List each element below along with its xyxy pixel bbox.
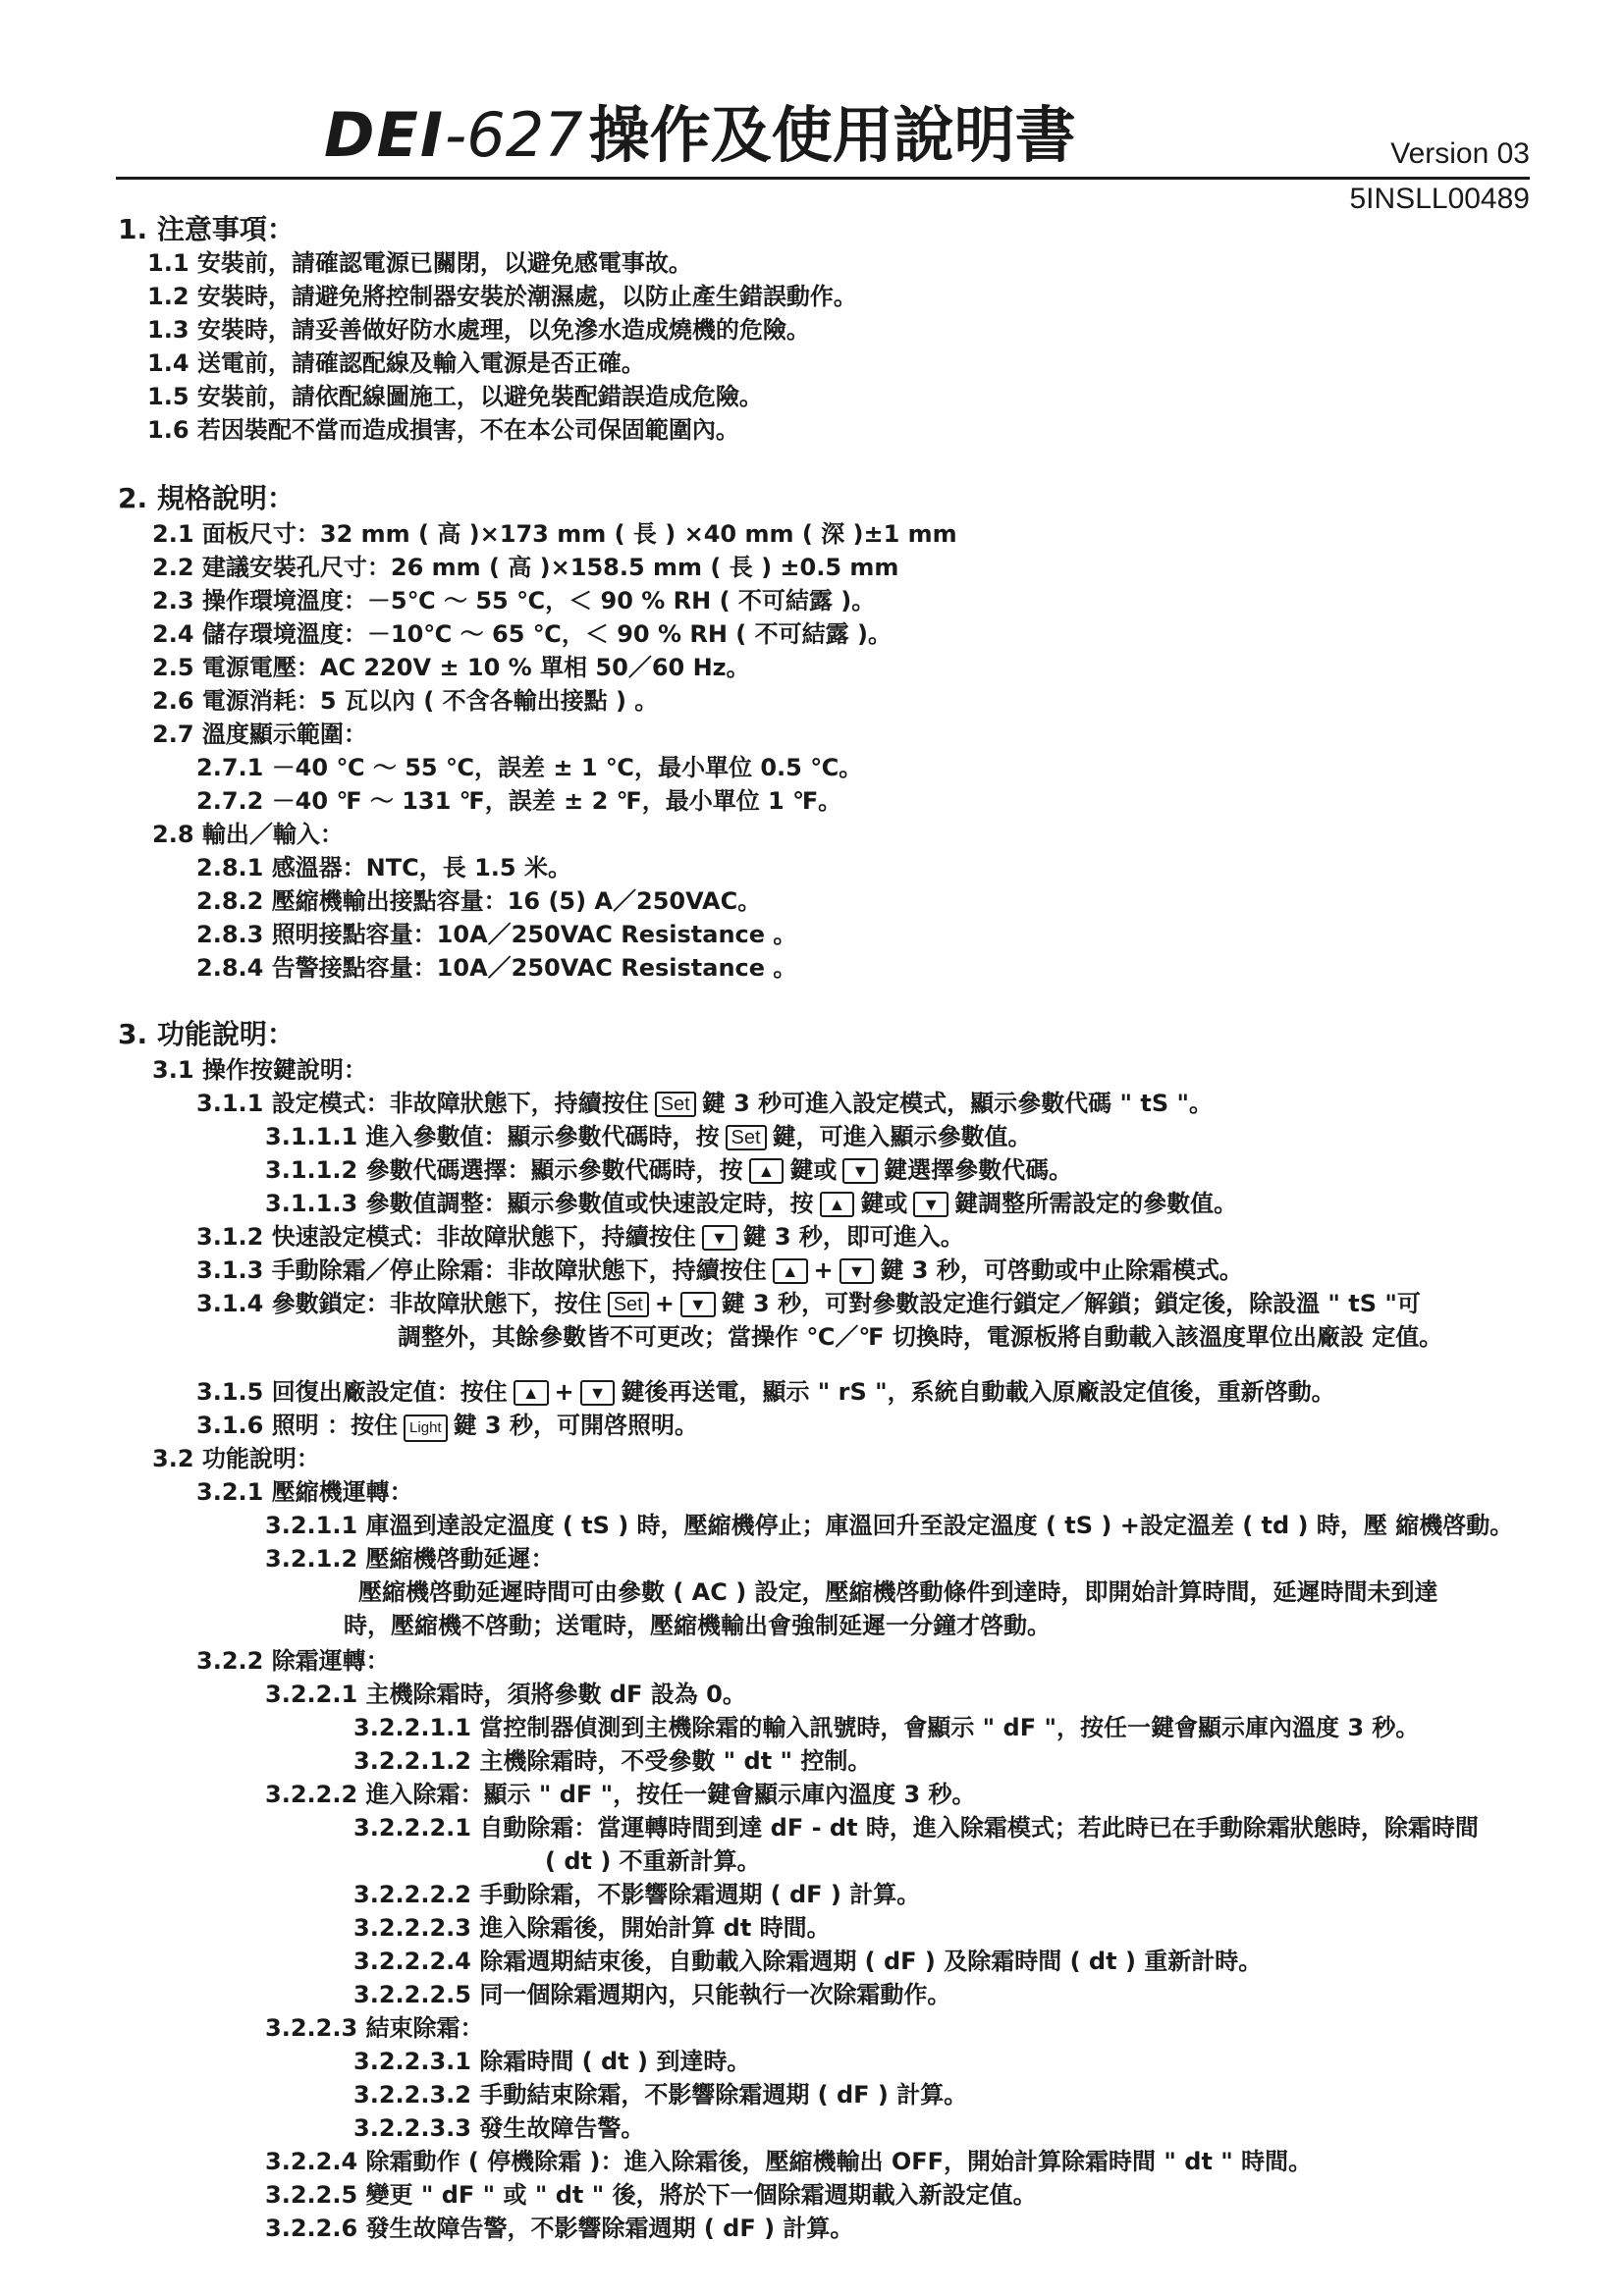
text-segment: 2.5 電源電壓：AC 220V ± 10 % 單相 50／60 Hz。 [152, 654, 750, 681]
text-segment: 調整外，其餘參數皆不可更改；當操作 ℃／℉ 切換時，電源板將自動載入該溫度單位出廠設 定值。 [398, 1323, 1443, 1351]
text-segment: 1.2 安裝時，請避免將控制器安裝於潮濕處，以防止產生錯誤動作。 [147, 283, 857, 310]
text-segment: 3. 功能說明： [118, 1018, 295, 1050]
text-line [152, 1054, 367, 1086]
text-line [147, 381, 763, 412]
text-segment: 3.2.2.1.2 主機除霜時，不受參數 " dt " 控制。 [353, 1747, 872, 1775]
text-segment: 1.4 送電前，請確認配線及輸入電源是否正確。 [147, 349, 645, 377]
section-heading [118, 483, 295, 514]
text-segment: 3.2.1.1 庫溫到達設定溫度 ( tS ) 時，壓縮機停止；庫溫回升至設定溫度 ( tS ) +設定溫差 ( td ) 時，壓 縮機啓動。 [265, 1512, 1514, 1539]
text-line [196, 1645, 390, 1677]
text-segment: 3.2.2.2.1 自動除霜：當運轉時間到達 dF - dt 時，進入除霜模式；若此時已在手動除霜狀態時，除霜時間 [353, 1814, 1479, 1842]
text-line [353, 2112, 644, 2144]
text-line [152, 1443, 320, 1474]
text-line [152, 652, 750, 683]
text-line [196, 785, 841, 817]
version-label: Version 03 [1390, 137, 1530, 170]
text-segment: 鍵或 [860, 1190, 908, 1217]
text-segment: 2.8 輸出／輸入： [152, 821, 344, 848]
text-line [265, 2012, 484, 2044]
text-segment: 壓縮機啓動延遲時間可由參數 ( AC ) 設定，壓縮機啓動條件到達時，即開始計算時間，延遲時間未到達 [358, 1578, 1438, 1606]
text-segment: 鍵或 [789, 1156, 838, 1184]
text-line [196, 1476, 413, 1508]
text-segment: ( dt ) 不重新計算。 [545, 1847, 761, 1875]
text-segment: 3.1.4 參數鎖定：非故障狀態下，按住 [196, 1290, 602, 1317]
text-segment: 3.2.1 壓縮機運轉： [196, 1478, 413, 1506]
text-line [265, 1188, 1237, 1219]
up-arrow-key-icon: ▲ [514, 1380, 549, 1406]
text-line [152, 819, 344, 850]
text-line [353, 2079, 967, 2110]
text-segment: 3.2.2.1.1 當控制器偵測到主機除霜的輸入訊號時，會顯示 " dF "，按任一鍵會顯示庫內溫度 3 秒。 [353, 1714, 1420, 1741]
text-segment: 2.8.4 告警接點容量：10A／250VAC Resistance 。 [196, 954, 797, 982]
text-line [344, 1610, 1051, 1641]
text-segment: 1. 注意事項： [118, 213, 295, 245]
text-line [353, 1946, 1262, 1977]
text-segment: 2.2 建議安裝孔尺寸：26 mm ( 高 )×158.5 mm ( 長 ) ±0.5 mm [152, 554, 899, 581]
text-line [196, 885, 761, 917]
text-segment: 3.2.2.3.3 發生故障告警。 [353, 2114, 645, 2142]
text-segment: 2.8.2 壓縮機輸出接點容量：16 (5) A／250VAC。 [196, 887, 762, 915]
text-line [147, 414, 739, 446]
text-line [152, 585, 875, 616]
text-line [265, 1121, 1032, 1152]
section-heading [118, 214, 295, 245]
text-segment: 3.2.2.6 發生故障告警，不影響除霜週期 ( dF ) 計算。 [265, 2215, 854, 2242]
text-segment: 3.1.1.3 參數值調整：顯示參數值或快速設定時，按 [265, 1190, 814, 1217]
text-line [265, 1154, 1072, 1186]
text-line [196, 1410, 698, 1442]
text-segment: 3.2.2.3.2 手動結束除霜，不影響除霜週期 ( dF ) 計算。 [353, 2081, 968, 2109]
text-line [353, 1745, 871, 1777]
down-arrow-key-icon: ▼ [842, 1158, 878, 1184]
text-line [196, 952, 796, 984]
text-line [196, 1288, 1421, 1319]
text-segment: + [554, 1378, 574, 1406]
light-key-icon: Light [404, 1415, 448, 1442]
text-line [147, 347, 645, 379]
text-segment: 時，壓縮機不啓動；送電時，壓縮機輸出會強制延遲一分鐘才啓動。 [344, 1612, 1051, 1639]
header-divider [116, 177, 1530, 180]
document-title [324, 86, 1076, 177]
text-segment: 3.1 操作按鍵說明： [152, 1056, 367, 1084]
text-segment: 鍵 3 秒，即可進入。 [742, 1223, 964, 1251]
text-segment: 3.2.2.5 變更 " dF " 或 " dt " 後，將於下一個除霜週期載入新設定值。 [265, 2181, 1037, 2209]
text-segment: 3.2.2 除霜運轉： [196, 1647, 390, 1675]
text-segment: 2.1 面板尺寸：32 mm ( 高 )×173 mm ( 長 ) ×40 mm ( 深 )±1 mm [152, 520, 957, 548]
document-number: 5INSLL00489 [1349, 183, 1530, 215]
text-line [152, 685, 658, 717]
text-segment: 2.7.2 －40 ℉ ～ 131 ℉，誤差 ± 2 ℉，最小單位 1 ℉。 [196, 787, 842, 815]
text-segment: 鍵後再送電，顯示 " rS "，系統自動載入原廠設定值後，重新啓動。 [621, 1378, 1335, 1406]
text-segment: 3.2.2.2.3 進入除霜後，開始計算 dt 時間。 [353, 1914, 831, 1942]
text-segment: 3.1.5 回復出廠設定值：按住 [196, 1378, 508, 1406]
up-arrow-key-icon: ▲ [749, 1158, 785, 1184]
title-text: 操作及使用說明書 [588, 99, 1076, 171]
down-arrow-key-icon: ▼ [913, 1192, 948, 1217]
text-segment: 3.2.2.3 結束除霜： [265, 2014, 484, 2042]
text-line [353, 2046, 750, 2077]
text-segment: 鍵，可進入顯示參數值。 [772, 1123, 1032, 1150]
text-segment: 1.6 若因裝配不當而造成損害，不在本公司保固範圍內。 [147, 416, 739, 444]
text-segment: 3.2.2.1 主機除霜時，須將參數 dF 設為 0。 [265, 1681, 746, 1708]
text-line [196, 919, 796, 950]
text-line [196, 752, 862, 783]
text-line [196, 1376, 1335, 1408]
set-key-icon: Set [608, 1292, 649, 1317]
text-segment: 1.1 安裝前，請確認電源已關閉，以避免感電事故。 [147, 249, 692, 277]
text-segment: 1.5 安裝前，請依配線圖施工，以避免裝配錯誤造成危險。 [147, 383, 763, 410]
text-segment: 2.7.1 －40 ℃ ～ 55 ℃，誤差 ± 1 ℃，最小單位 0.5 ℃。 [196, 754, 863, 781]
text-segment: 鍵 3 秒，可對參數設定進行鎖定／解鎖；鎖定後，除設溫 " tS "可 [721, 1290, 1421, 1317]
text-line [196, 852, 571, 883]
text-line [398, 1321, 1442, 1353]
text-segment: 1.3 安裝時，請妥善做好防水處理，以免滲水造成燒機的危險。 [147, 316, 810, 344]
text-line [152, 618, 892, 650]
text-segment: + [813, 1256, 834, 1284]
text-line [265, 2146, 1312, 2177]
text-segment: 2.7 溫度顯示範圍： [152, 721, 367, 748]
text-line [196, 1088, 1213, 1119]
text-segment: 鍵 3 秒可進入設定模式，顯示參數代碼 " tS "。 [701, 1090, 1213, 1117]
text-line [147, 314, 810, 346]
text-segment: 3.1.3 手動除霜／停止除霜：非故障狀態下，持續按住 [196, 1256, 767, 1284]
text-segment: 2.6 電源消耗：5 瓦以內 ( 不含各輸出接點 ) 。 [152, 687, 659, 715]
text-segment: 2. 規格說明： [118, 482, 295, 514]
text-segment: 3.2.2.4 除霜動作 ( 停機除霜 )：進入除霜後，壓縮機輸出 OFF，開始計算除霜時間 " dt " 時間。 [265, 2148, 1313, 2175]
text-segment: 3.1.6 照明 ：按住 [196, 1412, 399, 1439]
text-segment: 3.1.2 快速設定模式：非故障狀態下，持續按住 [196, 1223, 696, 1251]
set-key-icon: Set [655, 1092, 696, 1117]
text-line [353, 1912, 831, 1944]
down-arrow-key-icon: ▼ [702, 1225, 737, 1251]
text-line [196, 1255, 1243, 1286]
model-name: DEI [324, 99, 445, 171]
up-arrow-key-icon: ▲ [773, 1258, 808, 1284]
text-line [147, 281, 857, 312]
down-arrow-key-icon: ▼ [680, 1292, 716, 1317]
text-line [265, 1510, 1513, 1541]
down-arrow-key-icon: ▼ [839, 1258, 875, 1284]
text-segment: 3.2.2.2 進入除霜：顯示 " dF "，按任一鍵會顯示庫內溫度 3 秒。 [265, 1781, 976, 1808]
text-segment: 鍵選擇參數代碼。 [884, 1156, 1073, 1184]
text-line [152, 518, 957, 550]
text-line [152, 552, 898, 583]
text-segment: 鍵調整所需設定的參數值。 [954, 1190, 1238, 1217]
up-arrow-key-icon: ▲ [820, 1192, 855, 1217]
text-line [353, 1812, 1479, 1843]
text-line [545, 1845, 761, 1877]
text-line [265, 1679, 746, 1710]
section-heading [118, 1019, 295, 1050]
text-segment: 鍵 3 秒，可啓動或中止除霜模式。 [880, 1256, 1243, 1284]
text-segment: 3.2.1.2 壓縮機啓動延遲： [265, 1545, 555, 1573]
text-segment: 2.3 操作環境溫度：－5℃ ～ 55 ℃，＜ 90 % RH ( 不可結露 )。 [152, 587, 876, 614]
text-segment: + [654, 1290, 675, 1317]
text-line [358, 1576, 1438, 1608]
set-key-icon: Set [726, 1125, 767, 1150]
text-segment: 3.2 功能說明： [152, 1445, 320, 1472]
text-segment: 2.8.1 感溫器：NTC，長 1.5 米。 [196, 854, 571, 881]
text-segment: 3.1.1.2 參數代碼選擇：顯示參數代碼時，按 [265, 1156, 743, 1184]
text-segment: 2.8.3 照明接點容量：10A／250VAC Resistance 。 [196, 921, 797, 948]
text-segment: 3.2.2.2.4 除霜週期結束後，自動載入除霜週期 ( dF ) 及除霜時間 ( dt ) 重新計時。 [353, 1948, 1263, 1975]
text-line [353, 1879, 920, 1910]
text-segment: 3.2.2.2.5 同一個除霜週期內，只能執行一次除霜動作。 [353, 1981, 951, 2008]
text-line [265, 2213, 853, 2244]
text-segment: 3.1.1 設定模式：非故障狀態下，持續按住 [196, 1090, 649, 1117]
text-segment: 鍵 3 秒，可開啓照明。 [453, 1412, 698, 1439]
text-line [353, 1712, 1419, 1743]
text-line [196, 1221, 964, 1253]
text-line [265, 1543, 555, 1575]
text-line [147, 247, 692, 279]
text-line [265, 2179, 1037, 2211]
text-line [265, 1779, 976, 1810]
text-segment: 2.4 儲存環境溫度：－10℃ ～ 65 ℃，＜ 90 % RH ( 不可結露 )。 [152, 620, 892, 648]
text-line [353, 1979, 950, 2010]
model-number: -627 [444, 99, 583, 171]
text-segment: 3.2.2.2.2 手動除霜，不影響除霜週期 ( dF ) 計算。 [353, 1881, 921, 1908]
down-arrow-key-icon: ▼ [580, 1380, 616, 1406]
text-segment: 3.2.2.3.1 除霜時間 ( dt ) 到達時。 [353, 2048, 751, 2075]
text-line [152, 719, 367, 750]
text-segment: 3.1.1.1 進入參數值：顯示參數代碼時，按 [265, 1123, 720, 1150]
